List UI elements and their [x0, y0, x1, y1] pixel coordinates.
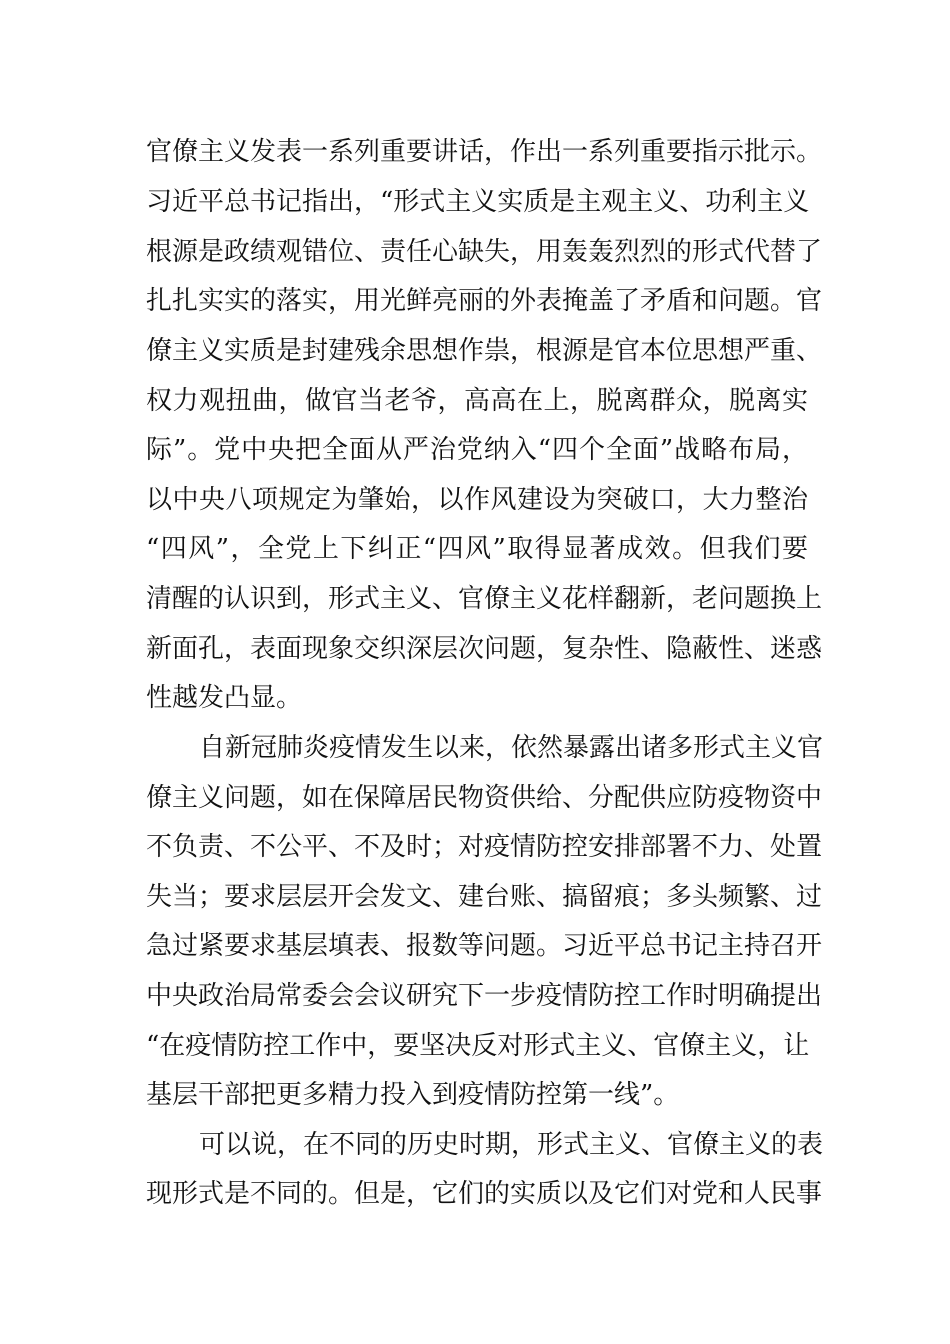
text-line: “在疫情防控工作中，要坚决反对形式主义、官僚主义，让: [146, 1031, 810, 1061]
text-line: 以中央八项规定为肇始，以作风建设为突破口，大力整治: [146, 485, 808, 515]
text-line: 官僚主义发表一系列重要讲话，作出一系列重要指示批示。: [146, 137, 823, 167]
text-line: 僚主义问题，如在保障居民物资供给、分配供应防疫物资中: [146, 783, 823, 813]
text-line: 际”。党中央把全面从严治党纳入“四个全面”战略布局，: [146, 435, 808, 465]
text-line: 不负责、不公平、不及时；对疫情防控安排部署不力、处置: [146, 832, 823, 862]
text-line: 现形式是不同的。但是，它们的实质以及它们对党和人民事: [146, 1179, 823, 1209]
text-line: 习近平总书记指出，“形式主义实质是主观主义、功利主义: [146, 187, 810, 217]
text-line: 可以说，在不同的历史时期，形式主义、官僚主义的表: [199, 1130, 824, 1160]
text-line: 根源是政绩观错位、责任心缺失，用轰轰烈烈的形式代替了: [146, 237, 823, 267]
text-line: 扎扎实实的落实，用光鲜亮丽的外表掩盖了矛盾和问题。官: [146, 286, 823, 316]
text-line: “四风”，全党上下纠正“四风”取得显著成效。但我们要: [146, 534, 808, 564]
text-line: 中央政治局常委会会议研究下一步疫情防控工作时明确提出: [146, 981, 823, 1011]
text-line: 权力观扭曲，做官当老爷，高高在上，脱离群众，脱离实: [146, 386, 808, 416]
text-line: 清醒的认识到，形式主义、官僚主义花样翻新，老问题换上: [146, 584, 823, 614]
text-line: 自新冠肺炎疫情发生以来，依然暴露出诸多形式主义官: [199, 733, 824, 763]
text-line: 性越发凸显。: [146, 683, 303, 713]
text-line: 急过紧要求基层填表、报数等问题。习近平总书记主持召开: [146, 931, 823, 961]
text-line: 基层干部把更多精力投入到疫情防控第一线”。: [146, 1080, 680, 1110]
text-line: 新面孔，表面现象交织深层次问题，复杂性、隐蔽性、迷惑: [146, 634, 823, 664]
text-line: 失当；要求层层开会发文、建台账、搞留痕；多头频繁、过: [146, 882, 823, 912]
text-line: 僚主义实质是封建残余思想作祟，根源是官本位思想严重、: [146, 336, 823, 366]
